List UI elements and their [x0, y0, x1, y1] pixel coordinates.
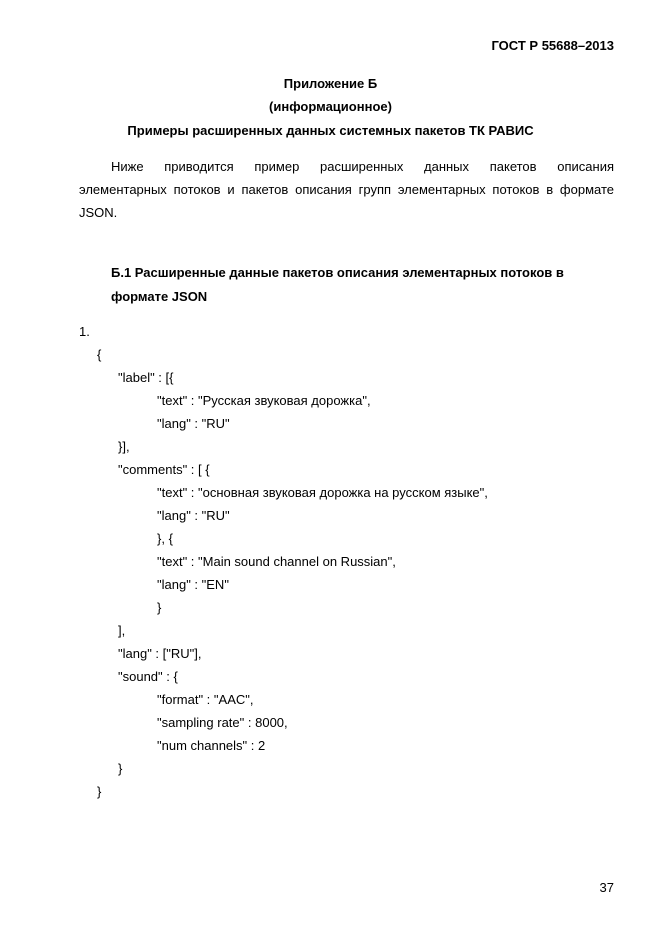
code-line: "comments" : [ {	[118, 462, 210, 477]
intro-line-2: элементарных потоков и пакетов описания групп элементарных потоков в формате	[79, 182, 614, 197]
code-line: }],	[118, 439, 130, 454]
code-line: "text" : "основная звуковая дорожка на русском языке",	[157, 485, 488, 500]
code-line: "sampling rate" : 8000,	[157, 715, 288, 730]
code-line: "lang" : ["RU"],	[118, 646, 202, 661]
code-line: "sound" : {	[118, 669, 178, 684]
code-line: "label" : [{	[118, 370, 174, 385]
appendix-kind: (информационное)	[269, 99, 392, 114]
code-line: "format" : "AAC",	[157, 692, 254, 707]
page-number: 37	[599, 880, 614, 895]
intro-line-3: JSON.	[79, 205, 118, 220]
code-line: ],	[118, 623, 126, 638]
code-line: "text" : "Main sound channel on Russian",	[157, 554, 396, 569]
code-line: {	[97, 347, 102, 362]
code-line: "lang" : "EN"	[157, 577, 229, 592]
code-line: }, {	[157, 531, 173, 546]
document-standard-id: ГОСТ Р 55688–2013	[491, 38, 614, 53]
code-line: }	[157, 600, 162, 615]
code-line: "num channels" : 2	[157, 738, 266, 753]
code-line: "text" : "Русская звуковая дорожка",	[157, 393, 371, 408]
appendix-subtitle: Примеры расширенных данных системных пакетов ТК РАВИС	[127, 123, 534, 138]
example-number: 1.	[79, 324, 90, 339]
code-line: "lang" : "RU"	[157, 416, 230, 431]
intro-paragraph	[79, 155, 614, 224]
section-heading-line-2: формате JSON	[111, 289, 208, 304]
code-line: "lang" : "RU"	[157, 508, 230, 523]
intro-line-1: Ниже приводится пример расширенных данных пакетов описания	[111, 159, 614, 174]
code-line: }	[97, 784, 102, 799]
section-heading-line-1: Б.1 Расширенные данные пакетов описания элементарных потоков в	[111, 265, 564, 280]
code-line: }	[118, 761, 123, 776]
appendix-title: Приложение Б	[283, 76, 378, 91]
